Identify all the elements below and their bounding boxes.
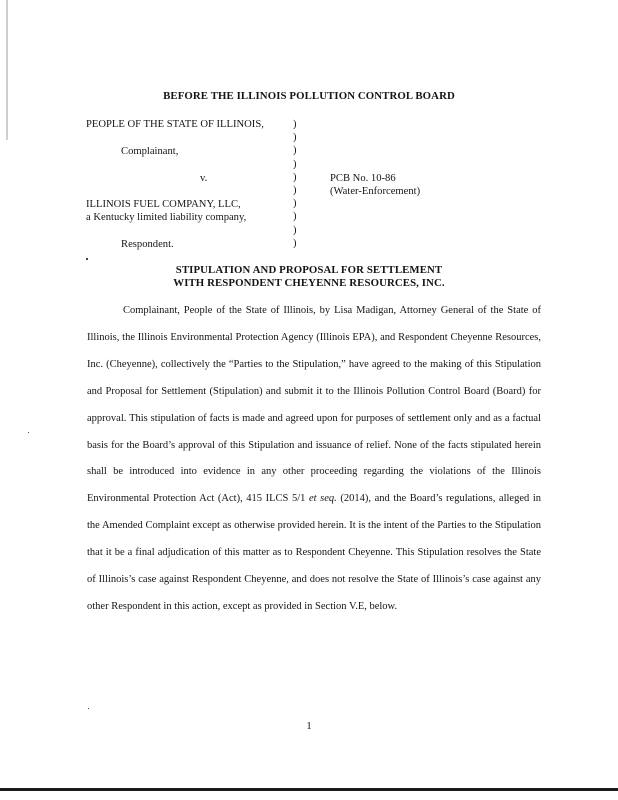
et-seq-italic: et seq.	[309, 493, 337, 505]
scan-speck	[28, 432, 29, 433]
defendant-name: ILLINOIS FUEL COMPANY, LLC,	[86, 199, 241, 210]
case-number: PCB No. 10-86	[330, 173, 396, 184]
board-heading: BEFORE THE ILLINOIS POLLUTION CONTROL BOARD	[163, 90, 455, 102]
scan-edge-shadow	[6, 0, 8, 140]
plaintiff-name: PEOPLE OF THE STATE OF ILLINOIS,	[86, 119, 264, 130]
body-text-part1: Complainant, People of the State of Illinois, by Lisa Madigan, Attorney General of the State of Illinois, the Illinois Environmental Protection Agency (Illinois EPA), and Respondent Cheyenne Resources, Inc. (Cheyenne), collectively the “Parties to the Stipulation,” have agreed to the making of this Stipulation and Proposal for Settlement (Stipulation) and submit it to the Illinois Pollution Control Board (Board) for approval. This stipulation of facts is made and agreed upon for purposes of settlement only and as a factual basis for the Board’s approval of this Stipulation and issuance of relief. None of the facts stipulated herein shall be introduced into evidence in any other proceeding regarding the violations of the Illinois Environmental Protection Act (Act), 415 ILCS 5/1	[87, 305, 541, 505]
body-text-part2: (2014), and the Board’s regulations, alleged in the Amended Complaint except as otherwise provided herein. It is the intent of the Parties to the Stipulation that it be a final adjudication of this matter as to Respondent Cheyenne. This Stipulation resolves the State of Illinois’s case against Respondent Cheyenne, and does not resolve the State of Illinois’s case against any other Respondent in this action, except as provided in Section V.E, below.	[87, 493, 541, 612]
versus-label: v.	[200, 173, 208, 184]
stipulation-body-paragraph	[87, 298, 541, 621]
document-title-line1: STIPULATION AND PROPOSAL FOR SETTLEMENT	[175, 264, 443, 276]
defendant-role: Respondent.	[121, 239, 174, 250]
plaintiff-role: Complainant,	[121, 146, 179, 157]
scan-speck	[88, 708, 89, 709]
document-title-line2: WITH RESPONDENT CHEYENNE RESOURCES, INC.	[173, 277, 445, 289]
case-type: (Water-Enforcement)	[330, 186, 421, 197]
scan-bottom-edge	[0, 788, 618, 791]
caption-parentheses: ) ) ) ) ) ) ) ) ) )	[293, 119, 297, 249]
page-number: 1	[306, 720, 312, 732]
scan-speck	[86, 258, 88, 260]
defendant-description: a Kentucky limited liability company,	[86, 212, 247, 223]
